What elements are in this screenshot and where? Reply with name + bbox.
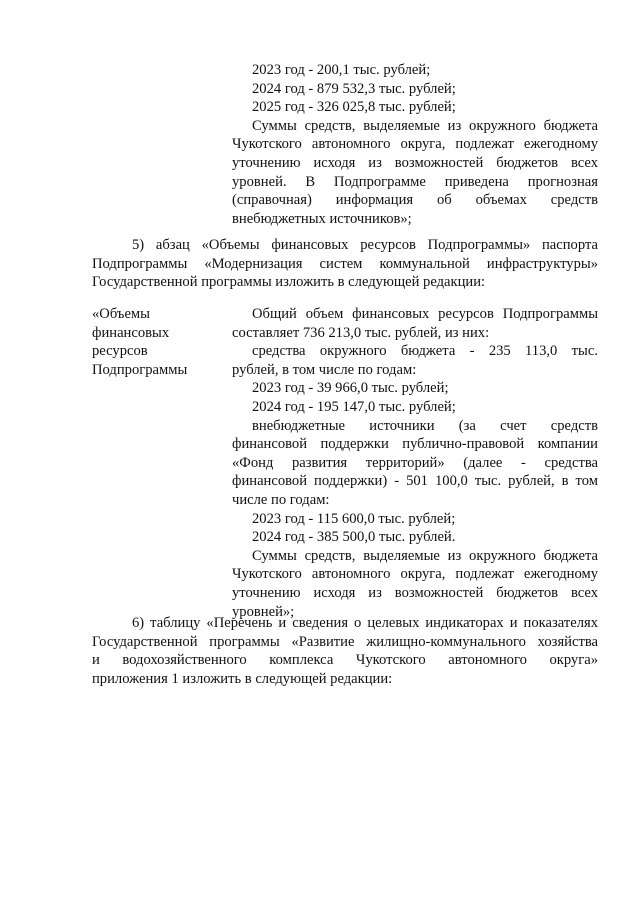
note-line: Чукотского автономного округа, подлежат ежегодному <box>232 566 598 583</box>
note-line: Суммы средств, выделяемые из окружного бюджета <box>252 547 598 564</box>
year-line: 2024 год - 385 500,0 тыс. рублей. <box>252 529 456 546</box>
year-line: 2024 год - 195 147,0 тыс. рублей; <box>252 398 456 415</box>
note-line: Суммы средств, выделяемые из окружного бюджета <box>252 117 598 134</box>
funding-line: составляет 736 213,0 тыс. рублей, из них: <box>232 324 490 341</box>
paragraph-line: 5) абзац «Объемы финансовых ресурсов Подпрограммы» паспорта <box>132 237 598 253</box>
funding-line: Общий объем финансовых ресурсов Подпрограммы <box>252 306 598 322</box>
year-line: 2025 год - 326 025,8 тыс. рублей; <box>252 99 456 116</box>
funding-line: финансовой поддержки) - 501 100,0 тыс. рублей, в том <box>232 473 598 490</box>
year-line: 2023 год - 200,1 тыс. рублей; <box>252 62 431 78</box>
label-line: финансовых <box>92 324 170 341</box>
note-line: уровней. В Подпрограмме приведена прогнозная <box>232 173 598 190</box>
funding-line: числе по годам: <box>232 491 330 508</box>
funding-line: финансовой поддержки публично-правовой компании <box>232 436 598 453</box>
note-line: уточнению исходя из возможностей бюджетов всех <box>232 584 598 601</box>
paragraph-line: Государственной программы изложить в следующей редакции: <box>92 274 486 291</box>
paragraph-line: Государственной программы «Развитие жилищно-коммунального хозяйства <box>92 633 598 650</box>
note-line: уровней»; <box>232 603 295 620</box>
item-6-paragraph <box>92 614 598 688</box>
paragraph-line: 6) таблицу «Перечень и сведения о целевых индикаторах и показателях <box>132 615 598 631</box>
item-5-paragraph <box>92 236 598 292</box>
year-line: 2024 год - 879 532,3 тыс. рублей; <box>252 80 456 97</box>
label-line: ресурсов <box>92 343 148 360</box>
note-line: (справочная) информация об объемах средств <box>232 192 598 209</box>
note-line: уточнению исходя из возможностей бюджетов всех <box>232 154 598 171</box>
year-line: 2023 год - 115 600,0 тыс. рублей; <box>252 510 456 527</box>
funding-line: «Фонд развития территорий» (далее - средства <box>232 454 598 471</box>
funding-label <box>92 305 222 379</box>
paragraph-line: и водохозяйственного комплекса Чукотского автономного округа» <box>92 652 598 669</box>
paragraph-line: Подпрограммы «Модернизация систем коммунальной инфраструктуры» <box>92 255 598 272</box>
funding-line: внебюджетные источники (за счет средств <box>252 417 598 434</box>
label-line: Подпрограммы <box>92 361 188 378</box>
funding-block-new <box>232 305 598 621</box>
paragraph-line: приложения 1 изложить в следующей редакции: <box>92 670 393 687</box>
note-line: внебюджетных источников»; <box>232 210 412 227</box>
note-line: Чукотского автономного округа, подлежат ежегодному <box>232 136 598 153</box>
funding-line: рублей, в том числе по годам: <box>232 361 417 378</box>
year-line: 2023 год - 39 966,0 тыс. рублей; <box>252 380 449 397</box>
label-line: «Объемы <box>92 306 150 322</box>
funding-block-continued <box>232 61 598 228</box>
funding-line: средства окружного бюджета - 235 113,0 тыс. <box>252 343 598 360</box>
